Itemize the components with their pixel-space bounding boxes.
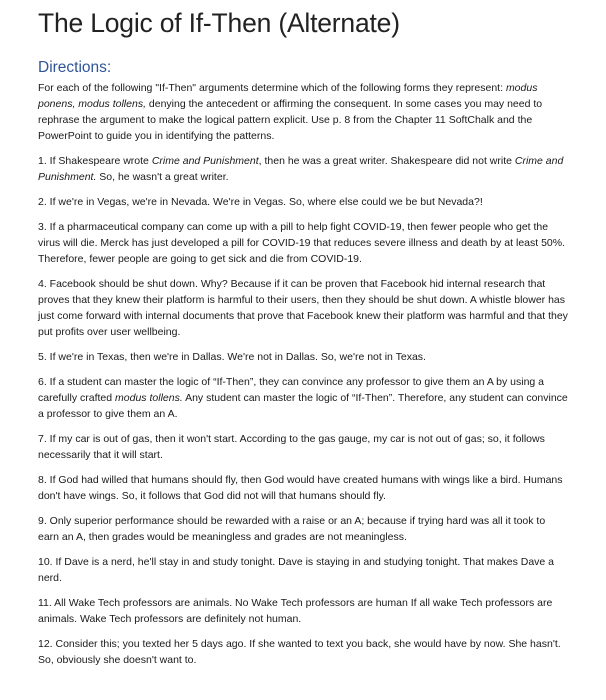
item-emphasis: modus tollens. xyxy=(115,392,183,404)
item-emphasis: Crime and Punishment xyxy=(151,155,259,167)
directions-forms-emphasis: modus ponens, modus tollens, xyxy=(38,82,538,110)
argument-item-3: 3. If a pharmaceutical company can come up with a pill to help fight COVID-19, then fewer people who get the virus will die. Merck has just developed a pill for COVID-19 that reduces severe illness and death by at least 50%. Therefore, fewer people are going to get sick and die from COVID-19. xyxy=(38,221,566,265)
item-text: Any student can master the logic of “If-Then”. Therefore, any student can convince a professor to give them an A. xyxy=(38,392,568,420)
argument-item-10: 10. If Dave is a nerd, he'll stay in and study tonight. Dave is staying in and studying tonight. That makes Dave a nerd. xyxy=(38,556,555,584)
directions-heading: Directions: xyxy=(38,59,112,76)
argument-item-1 xyxy=(38,153,568,185)
argument-item-2: 2. If we're in Vegas, we're in Nevada. We're in Vegas. So, where else could we be but Nevada?! xyxy=(38,196,483,208)
argument-item-5: 5. If we're in Texas, then we're in Dallas. We're not in Dallas. So, we're not in Texas. xyxy=(38,351,426,363)
argument-item-9: 9. Only superior performance should be rewarded with a raise or an A; because if trying hard was all it took to earn an A, then grades would be meaningless and grades are not meaningless. xyxy=(38,515,546,543)
item-text: , then he was a great writer. Shakespeare did not write xyxy=(258,155,515,167)
directions-text xyxy=(38,80,568,144)
argument-item-12: 12. Consider this; you texted her 5 days ago. If she wanted to text you back, she would have by now. She hasn't. So, obviously she doesn't want to. xyxy=(38,638,561,666)
page-title: The Logic of If-Then (Alternate) xyxy=(38,8,400,38)
item-text: So, he wasn't a great writer. xyxy=(96,171,229,183)
argument-item-11: 11. All Wake Tech professors are animals. No Wake Tech professors are human If all wake Tech professors are animals. Wake Tech professors are definitely not human. xyxy=(38,597,553,625)
argument-item-7: 7. If my car is out of gas, then it won't start. According to the gas gauge, my car is not out of gas; so, it follows necessarily that it will start. xyxy=(38,433,545,461)
argument-item-4: 4. Facebook should be shut down. Why? Because if it can be proven that Facebook hid internal research that proves that they knew their platform is harmful to their users, then they should be shut down. A whistle blower has just come forward with internal documents that prove that Facebook knew their platform was harmful and that they put profits over user wellbeing. xyxy=(38,278,568,338)
directions-text-part-1: For each of the following "If-Then" arguments determine which of the following forms they represent: xyxy=(38,82,506,94)
directions-text-part-2: denying the antecedent or affirming the consequent. In some cases you may need to rephrase the argument to make the logical pattern explicit. Use p. 8 from the Chapter 11 SoftChalk and the PowerPoint to guide you in identifying the patterns. xyxy=(38,98,543,142)
argument-item-8: 8. If God had willed that humans should fly, then God would have created humans with wings like a bird. Humans don't have wings. So, it follows that God did not will that humans should fly. xyxy=(38,474,563,502)
item-text: 1. If Shakespeare wrote xyxy=(38,155,152,167)
item-text: 6. If a student can master the logic of “If-Then”, they can convince any professor to give them an A by using a carefully crafted xyxy=(38,376,545,404)
item-emphasis: Crime and Punishment. xyxy=(38,155,564,183)
argument-item-6 xyxy=(38,374,568,422)
argument-list xyxy=(38,153,586,668)
